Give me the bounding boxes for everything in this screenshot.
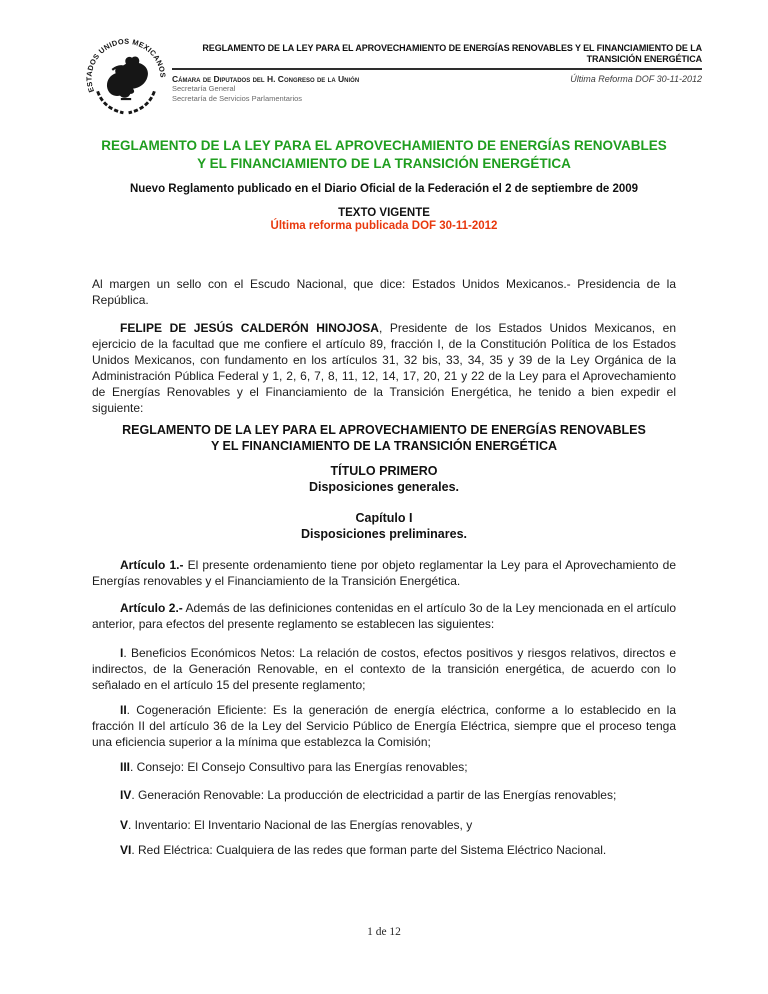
header-banner-title [172, 43, 702, 65]
fraccion-v-label: V [120, 818, 129, 832]
eagle-emblem [107, 57, 148, 98]
articulo-2: Artículo 2.- Además de las definiciones contenidas en el artículo 3o de la Ley mencionada en el artículo anterior, para efectos del presente reglamento se establecen las siguientes: [92, 601, 677, 631]
fraccion-ii-label: II [120, 703, 127, 717]
laurel-right [129, 91, 155, 113]
document-title [92, 137, 676, 173]
articulo-1-label: Artículo 1.- [120, 558, 184, 572]
capitulo-heading: Capítulo I [355, 511, 413, 525]
org-sub-servicios: Secretaría de Servicios Parlamentarios [172, 93, 303, 103]
coat-of-arms-seal [83, 38, 169, 124]
document-body [92, 137, 676, 858]
articulo-2-label: Artículo 2.- [120, 601, 183, 615]
fraccion-vi-label: VI [120, 843, 132, 857]
status-line: TEXTO VIGENTE [338, 207, 430, 219]
publication-line: Nuevo Reglamento publicado en el Diario Oficial de la Federación el 2 de septiembre de 2009 [129, 183, 639, 195]
mid-title-line2: Y EL FINANCIAMIENTO DE LA TRANSICIÓN ENERGÉTICA [210, 438, 558, 453]
paragraph-sello: Al margen un sello con el Escudo Nacional, que dice: Estados Unidos Mexicanos.- Presidencia de la República. [92, 277, 676, 307]
capitulo-subheading: Disposiciones preliminares. [300, 526, 468, 541]
paragraph-presidente: FELIPE DE JESÚS CALDERÓN HINOJOSA, Presidente de los Estados Unidos Mexicanos, en ejercicio de la facultad que me confiere el artículo 89, fracción I, de la Constitución Política de los Estados Unidos Mexicanos, con fundamento en los artículos 31, 32 bis, 33, 34, 35 y 39 de la Ley Orgánica de la Administración Pública Federal y 1, 2, 6, 7, 8, 11, 12, 14, 17, 20, 21 y 22 de la Ley para el Aprovechamiento de Energías Renovables y el Financiamiento de la Transición Energética, he tenido a bien expedir el siguiente: [92, 321, 676, 415]
header-divider [172, 68, 702, 70]
header-banner-line1: REGLAMENTO DE LA LEY PARA EL APROVECHAMIENTO DE ENERGÍAS RENOVABLES Y EL FINANCIAMIENTO DE LA [202, 43, 702, 53]
fraccion-i: I. Beneficios Económicos Netos: La relación de costos, efectos positivos y riesgos relativos, directos e indirectos, de la Generación Renovable, en el contexto de la transición energética, de acuerdo con lo señalado en el artículo 15 del presente reglamento; [92, 646, 676, 692]
org-name: Cámara de Diputados del H. Congreso de la Unión [172, 74, 360, 84]
last-reform-note: Última Reforma DOF 30-11-2012 [570, 74, 702, 84]
page-header [172, 43, 702, 103]
fraccion-iv-label: IV [120, 788, 132, 802]
fraccion-iii-label: III [120, 760, 131, 774]
reglamento-mid-title [92, 423, 676, 454]
mid-title-line1: REGLAMENTO DE LA LEY PARA EL APROVECHAMIENTO DE ENERGÍAS RENOVABLES [122, 423, 646, 437]
fraccion-v: V. Inventario: El Inventario Nacional de las Energías renovables, y [120, 818, 473, 832]
fraccion-iv: IV. Generación Renovable: La producción de electricidad a partir de las Energías renovables; [120, 788, 617, 802]
articulo-1: Artículo 1.- El presente ordenamiento tiene por objeto reglamentar la Ley para el Aprovechamiento de Energías renovables y el Financiamiento de la Transición Energética. [92, 558, 677, 588]
seal-ring-text: ESTADOS UNIDOS MEXICANOS [84, 38, 168, 94]
fraccion-i-label: I [120, 646, 124, 660]
titulo-subheading: Disposiciones generales. [308, 479, 460, 494]
page-number: 1 de 12 [367, 926, 401, 938]
fraccion-iii: III. Consejo: El Consejo Consultivo para las Energías renovables; [120, 760, 468, 774]
president-name: FELIPE DE JESÚS CALDERÓN HINOJOSA [120, 321, 379, 335]
mexico-coat-of-arms-icon [83, 38, 169, 124]
org-block [172, 74, 359, 103]
document-title-line2: Y EL FINANCIAMIENTO DE LA TRANSICIÓN ENERGÉTICA [197, 156, 571, 171]
reform-line: Última reforma publicada DOF 30-11-2012 [270, 220, 498, 232]
fraccion-ii: II. Cogeneración Eficiente: Es la generación de energía eléctrica, conforme a lo establecido en la fracción II del artículo 36 de la Ley del Servicio Público de Energía Eléctrica, siempre que el proceso tenga una eficiencia superior a la mínima que establezca la Comisión; [92, 703, 676, 749]
document-title-line1: REGLAMENTO DE LA LEY PARA EL APROVECHAMIENTO DE ENERGÍAS RENOVABLES [101, 138, 667, 153]
capitulo-i-heading [92, 511, 676, 542]
org-sub-general: Secretaría General [172, 84, 236, 93]
header-banner-line2: TRANSICIÓN ENERGÉTICA [586, 54, 702, 64]
fraccion-vi: VI. Red Eléctrica: Cualquiera de las redes que forman parte del Sistema Eléctrico Nacional. [120, 843, 607, 857]
titulo-primero-heading [92, 464, 676, 495]
titulo-heading: TÍTULO PRIMERO [330, 464, 438, 478]
